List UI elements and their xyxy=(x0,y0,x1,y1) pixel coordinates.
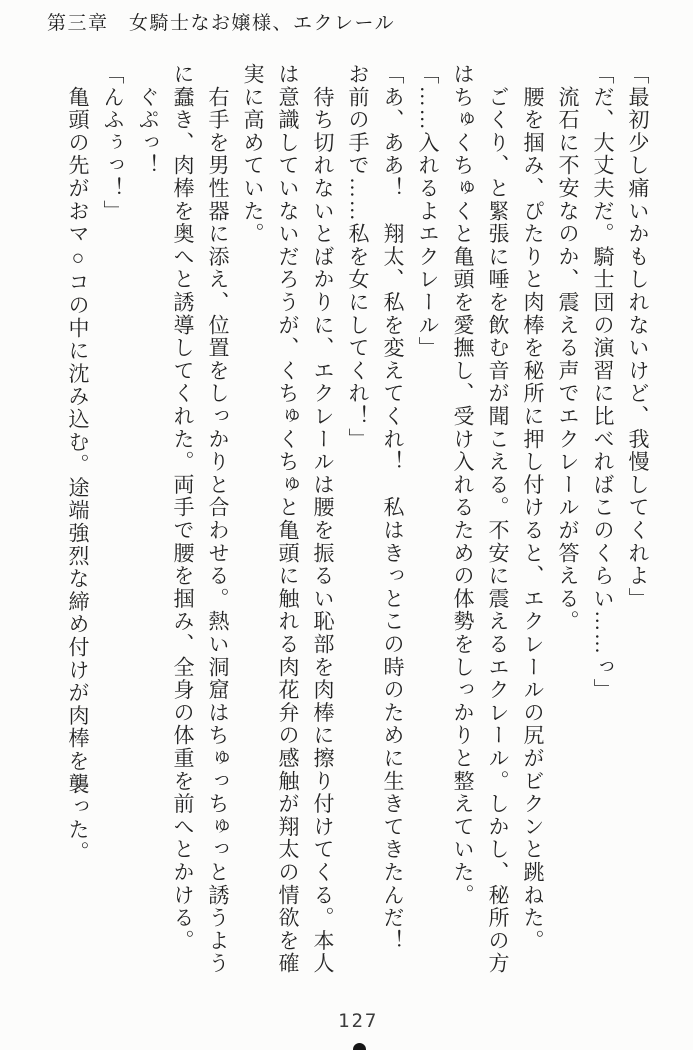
text-column: ごくり、と緊張に唾を飲む音が聞こえる。不安に震えるエクレール。しかし、秘所の方 xyxy=(486,63,510,975)
text-column: 「んふぅっ！」 xyxy=(101,63,125,223)
chapter-header: 第三章 女騎士なお嬢様、エクレール xyxy=(47,13,396,34)
text-column: 流石に不安なのか、震える声でエクレールが答える。 xyxy=(556,63,580,633)
text-column: 亀頭の先がおマ○コの中に沈み込む。途端強烈な締め付けが肉棒を襲った。 xyxy=(66,63,90,864)
text-column: 腰を掴み、ぴたりと肉棒を秘所に押し付けると、エクレールの尻がビクンと跳ねた。 xyxy=(521,63,545,953)
text-column: 待ち切れないとばかりに、エクレールは腰を振るい恥部を肉棒に擦り付けてくる。本人 xyxy=(311,63,335,975)
page-number: 127 xyxy=(338,1010,379,1032)
text-column: ぐぷっ！ xyxy=(136,63,160,177)
text-column: はちゅくちゅくと亀頭を愛撫し、受け入れるための体勢をしっかりと整えていた。 xyxy=(451,63,475,907)
body-text xyxy=(60,63,655,1008)
text-column: 「……入れるよエクレール」 xyxy=(416,63,440,360)
text-column: は意識していないだろうが、くちゅくちゅと亀頭に触れる肉花弁の感触が翔太の情欲を確 xyxy=(276,63,300,975)
text-column: 「あ、ああ！ 翔太、私を変えてくれ！ 私はきっとこの時のために生きてきたんだ！ xyxy=(381,63,405,953)
text-column: 「最初少し痛いかもしれないけど、我慢してくれよ」 xyxy=(626,63,650,611)
text-column: お前の手で……私を女にしてくれ！」 xyxy=(346,63,370,451)
text-column: 「だ、大丈夫だ。騎士団の演習に比べればこのくらい……っ」 xyxy=(591,63,615,702)
text-column: に蠢き、肉棒を奥へと誘導してくれた。両手で腰を掴み、全身の体重を前へとかける。 xyxy=(171,63,195,953)
scan-artifact-dot xyxy=(353,1043,366,1050)
text-column: 実に高めていた。 xyxy=(241,63,265,246)
text-column: 右手を男性器に添え、位置をしっかりと合わせる。熱い洞窟はちゅっちゅっと誘うよう xyxy=(206,63,230,975)
